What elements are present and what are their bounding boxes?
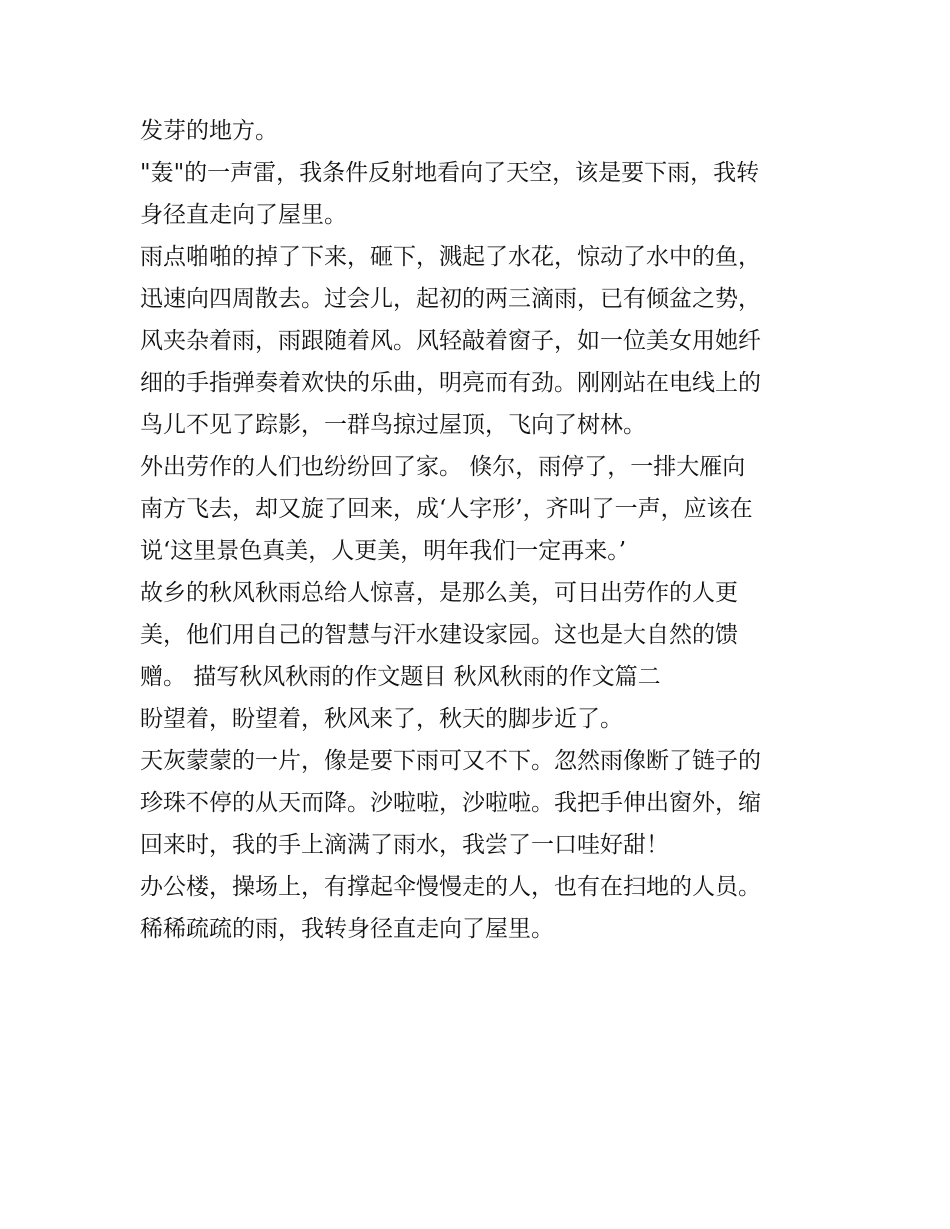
text-line: 发芽的地方。: [140, 118, 278, 144]
essay-text: [140, 110, 820, 950]
text-line: 外出劳作的人们也纷纷回了家。 倏尔，雨停了，一排大雁向: [140, 454, 746, 480]
text-line: 稀稀疏疏的雨，我转身径直走向了屋里。: [140, 916, 554, 942]
text-line: 雨点啪啪的掉了下来，砸下，溅起了水花，惊动了水中的鱼，: [140, 244, 761, 270]
text-line: 回来时，我的手上滴满了雨水，我尝了一口哇好甜！: [140, 832, 669, 858]
text-line: 故乡的秋风秋雨总给人惊喜，是那么美，可日出劳作的人更: [140, 580, 738, 606]
text-line: 迅速向四周散去。过会儿，起初的两三滴雨，已有倾盆之势，: [140, 286, 761, 312]
text-line: 细的手指弹奏着欢快的乐曲，明亮而有劲。刚刚站在电线上的: [140, 370, 761, 396]
text-line: 盼望着，盼望着，秋风来了，秋天的脚步近了。: [140, 706, 623, 732]
text-line: "轰"的一声雷，我条件反射地看向了天空，该是要下雨，我转: [140, 160, 760, 186]
text-line: 身径直走向了屋里。: [140, 202, 347, 228]
text-line: 办公楼，操场上，有撑起伞慢慢走的人，也有在扫地的人员。: [140, 874, 761, 900]
text-line: 南方飞去，却又旋了回来，成‘人字形’，齐叫了一声，应该在: [140, 496, 753, 522]
text-line: 天灰蒙蒙的一片，像是要下雨可又不下。忽然雨像断了链子的: [140, 748, 761, 774]
text-line: 赠。 描写秋风秋雨的作文题目 秋风秋雨的作文篇二: [140, 664, 661, 690]
text-line: 美，他们用自己的智慧与汗水建设家园。这也是大自然的馈: [140, 622, 738, 648]
text-line: 风夹杂着雨，雨跟随着风。风轻敲着窗子，如一位美女用她纤: [140, 328, 761, 354]
text-line: 鸟儿不见了踪影，一群鸟掠过屋顶，飞向了树林。: [140, 412, 646, 438]
text-line: 说‘这里景色真美，人更美，明年我们一定再来。’: [140, 538, 627, 564]
text-line: 珍珠不停的从天而降。沙啦啦，沙啦啦。我把手伸出窗外，缩: [140, 790, 761, 816]
